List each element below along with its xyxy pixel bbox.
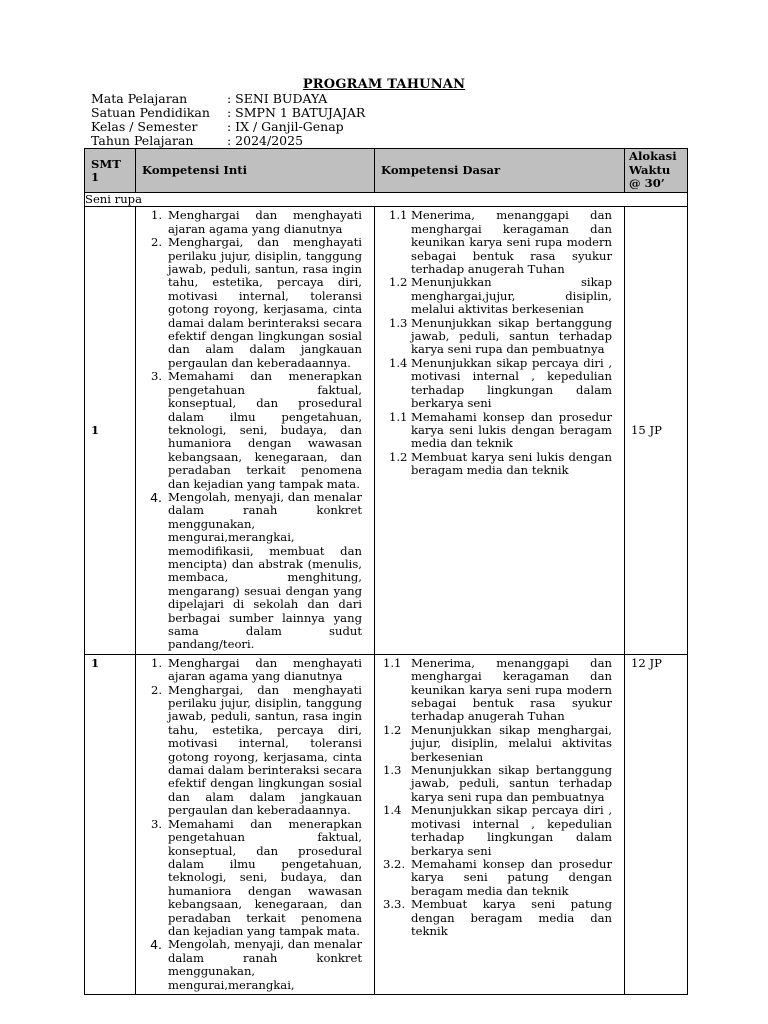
table-row	[85, 654, 688, 994]
kd-item-number: 1.4	[389, 355, 408, 370]
smt-cell: 1	[85, 654, 136, 994]
meta-label: Kelas / Semester	[91, 119, 198, 134]
kd-item-number: 1.1	[389, 409, 408, 424]
kd-item-text: Membuat karya seni patung dengan beragam media dan teknik	[411, 897, 612, 938]
kd-cell	[375, 207, 625, 654]
meta-label: Tahun Pelajaran	[91, 133, 194, 148]
kd-item-text: Menunjukkan sikap menghargai, jujur, disiplin, melalui aktivitas berkesenian	[411, 722, 612, 764]
kd-item-number: 3.3.	[383, 897, 406, 912]
ki-item	[136, 657, 368, 684]
kd-list	[375, 209, 618, 477]
ki-item	[136, 236, 368, 370]
ki-item	[136, 209, 368, 236]
ki-item-number: 2.	[150, 682, 162, 697]
meta-label: Satuan Pendidikan	[91, 105, 210, 120]
ki-item-number: 3.	[150, 369, 162, 384]
ki-item-text: Memahami dan menerapkan pengetahuan faktual, konseptual, dan prosedural dalam ilmu pengetahuan, teknologi, seni, budaya, dan humaniora dengan wawasan kebangsaan, kenegaraan, dan peradaban terkait penomena dan kejadian yang tampak mata.	[168, 369, 362, 491]
ki-item-text: Memahami dan menerapkan pengetahuan faktual, konseptual, dan prosedural dalam ilmu pengetahuan, teknologi, seni, budaya, dan humaniora dengan wawasan kebangsaan, kenegaraan, dan peradaban terkait penomena dan kejadian yang tampak mata.	[168, 816, 362, 938]
table-row	[85, 207, 688, 654]
aw-cell: 12 JP	[625, 654, 688, 994]
kd-item-number: 1.2	[389, 275, 408, 290]
header-alokasi-waktu: Alokasi Waktu @ 30’	[625, 149, 688, 193]
kd-item-number: 3.2.	[383, 856, 406, 871]
ki-item-text: Mengolah, menyaji, dan menalar dalam ranah konkret menggunakan, mengurai,merangkai, memodifikasii, membuat dan mencipta) dan abstrak (menulis, membaca, menghitung, mengarang) sesuai dengan yang dipelajari di sekolah dan dari berbagai sumber lainnya yang sama dalam sudut pandang/teori.	[168, 489, 362, 652]
kd-item-number: 1.2	[383, 722, 402, 737]
meta-value: : SENI BUDAYA	[227, 91, 328, 106]
ki-item	[136, 818, 368, 939]
kd-item-text: Menerima, menanggapi dan menghargai keragaman dan keunikan karya seni rupa modern sebagai bentuk rasa syukur terhadap anugerah Tuhan	[411, 655, 612, 724]
kd-item	[375, 858, 618, 898]
kd-item	[375, 451, 618, 478]
page-title: PROGRAM TAHUNAN	[302, 77, 466, 92]
ki-item-number: 2.	[150, 235, 162, 250]
kd-item	[375, 411, 618, 451]
header-kompetensi-dasar: Kompetensi Dasar	[375, 149, 625, 193]
meta-row-school	[91, 106, 365, 120]
kd-item	[375, 357, 618, 411]
ki-item	[136, 491, 368, 652]
meta-value: : IX / Ganjil-Genap	[227, 119, 344, 134]
kd-item-text: Memahami konsep dan prosedur karya seni patung dengan beragam media dan teknik	[411, 856, 612, 898]
ki-item-text: Menghargai dan menghayati ajaran agama yang dianutnya	[168, 208, 362, 236]
kd-item-text: Menerima, menanggapi dan menghargai keragaman dan keunikan karya seni rupa modern sebagai bentuk rasa syukur terhadap anugerah Tuhan	[411, 208, 612, 277]
ki-list	[136, 657, 368, 992]
smt-cell: 1	[85, 207, 136, 654]
document-meta	[91, 92, 365, 148]
kd-item-text: Membuat karya seni lukis dengan beragam media dan teknik	[411, 449, 612, 478]
kd-item-text: Menunjukkan sikap percaya diri , motivasi internal , kepedulian terhadap lingkungan dalam berkarya seni	[411, 803, 612, 858]
ki-item-text: Menghargai dan menghayati ajaran agama yang dianutnya	[168, 655, 362, 684]
meta-value: : SMPN 1 BATUJAJAR	[227, 105, 366, 120]
section-label: Seni rupa	[85, 193, 688, 207]
kd-item	[375, 804, 618, 858]
section-row	[85, 193, 688, 207]
header-kompetensi-inti: Kompetensi Inti	[136, 149, 375, 193]
kd-item	[375, 209, 618, 276]
kd-item-number: 1.4	[383, 803, 402, 818]
kd-item-number: 1.1	[389, 208, 408, 223]
ki-item-number: 1.	[150, 655, 162, 670]
ki-item-number: 4.	[150, 489, 162, 505]
ki-item-text: Mengolah, menyaji, dan menalar dalam ranah konkret menggunakan, mengurai,merangkai,	[168, 937, 362, 992]
ki-item-number: 3.	[150, 816, 162, 831]
kd-item	[375, 317, 618, 357]
ki-list	[136, 209, 368, 651]
ki-item	[136, 938, 368, 992]
ki-item-number: 1.	[150, 208, 162, 223]
ki-item-number: 4.	[150, 937, 162, 953]
meta-value: : 2024/2025	[227, 133, 304, 148]
meta-row-class	[91, 120, 365, 134]
kd-item-text: Memahami konsep dan prosedur karya seni lukis dengan beragam media dan teknik	[411, 409, 612, 451]
annual-program-table	[84, 148, 688, 995]
kd-item	[375, 898, 618, 938]
kd-item	[375, 724, 618, 764]
kd-item-text: Menunjukkan sikap menghargai,jujur, disiplin, melalui aktivitas berkesenian	[411, 275, 612, 317]
ki-item	[136, 370, 368, 491]
meta-row-subject	[91, 92, 365, 106]
kd-item-number: 1.2	[389, 449, 408, 464]
ki-item-text: Menghargai, dan menghayati perilaku jujur, disiplin, tanggung jawab, peduli, santun, rasa ingin tahu, estetika, percaya diri, motivasi internal, toleransi gotong royong, kerjasama, cinta damai dalam berinteraksi secara efektif dengan lingkungan sosial dan alam dalam jangkauan pergaulan dan keberadaannya.	[168, 682, 362, 818]
kd-item-number: 1.3	[389, 315, 408, 330]
kd-item	[375, 764, 618, 804]
meta-row-year	[91, 134, 365, 148]
kd-item	[375, 276, 618, 316]
kd-item	[375, 657, 618, 724]
kd-list	[375, 657, 618, 939]
ki-item	[136, 684, 368, 818]
ki-item-text: Menghargai, dan menghayati perilaku jujur, disiplin, tanggung jawab, peduli, santun, rasa ingin tahu, estetika, percaya diri, motivasi internal, toleransi gotong royong, kerjasama, cinta damai dalam berinteraksi secara efektif dengan lingkungan sosial dan alam dalam jangkauan pergaulan dan keberadaannya.	[168, 235, 362, 370]
header-smt: SMT 1	[85, 149, 136, 193]
table-header-row	[85, 149, 688, 193]
kd-item-number: 1.1	[383, 655, 402, 670]
kd-item-number: 1.3	[383, 763, 402, 778]
kd-item-text: Menunjukkan sikap bertanggung jawab, peduli, santun terhadap karya seni rupa dan pembuatnya	[411, 315, 612, 357]
kd-item-text: Menunjukkan sikap bertanggung jawab, peduli, santun terhadap karya seni rupa dan pembuatnya	[411, 763, 612, 804]
kd-item-text: Menunjukkan sikap percaya diri , motivasi internal , kepedulian terhadap lingkungan dalam berkarya seni	[411, 355, 612, 411]
kd-cell	[375, 654, 625, 994]
ki-cell	[136, 207, 375, 654]
meta-label: Mata Pelajaran	[91, 91, 188, 106]
aw-cell: 15 JP	[625, 207, 688, 654]
ki-cell	[136, 654, 375, 994]
